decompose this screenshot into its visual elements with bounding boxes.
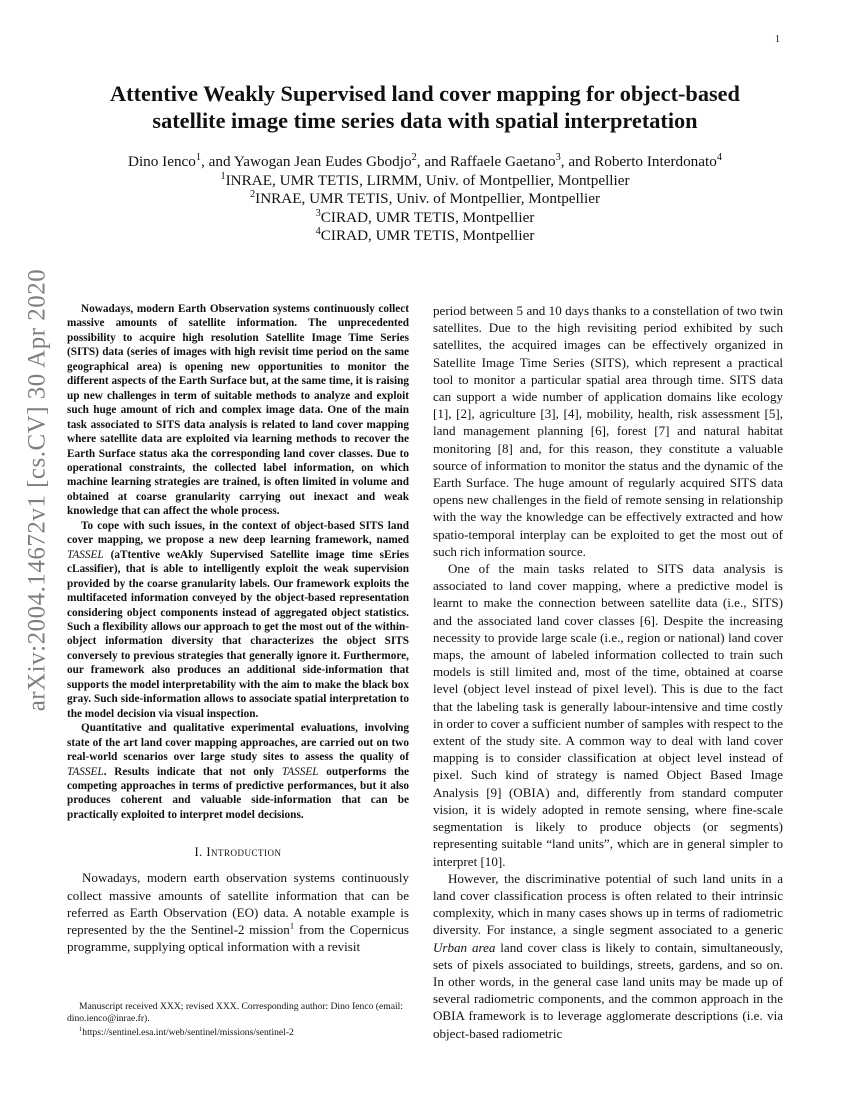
intro-paragraph-4 [433, 870, 783, 1042]
intro-paragraph-2: period between 5 and 10 days thanks to a constellation of two twin satellites. Due to the high revisiting period exhibited by such satellites, the acquired images can be effectively organized in Satellite Image Time Series (SITS), which represent a practical tool to monitor a particular spatial area through time. SITS data can support a wide number of application domains like ecology [1], [2], agriculture [3], [4], mobility, health, risk assessment [5], land management planning [6], forest [7] and natural habitat monitoring [8] and, for this reason, they constitute a valuable source of information to monitor the status and the dynamic of the Earth Surface. The huge amount of regularly acquired SITS data opens new challenges in the field of remote sensing in relationship with the way the knowledge can be effectively extracted and how spatio-temporal interplay can be exploited to get the most out of such rich information source. [433, 303, 783, 559]
intro-p4-text-a: However, the discriminative potential of such land units in a land cover classification process is often related to their intrinsic complexity, which in many cases shows up in terms of radiometric diversity. For instance, a single segment associated to a generic [433, 870, 783, 938]
title-line-2: satellite image time series data with spatial interpretation [152, 108, 698, 133]
abstract [67, 302, 409, 822]
introduction-text-left [67, 869, 409, 955]
abstract-p2-text-a: To cope with such issues, in the context of object-based SITS land cover mapping, we propose a new deep learning framework, named [67, 519, 409, 547]
abstract-p3-text-b: . Results indicate that not only [103, 765, 282, 778]
author-1: Dino Ienco [127, 153, 196, 170]
affiliation-2-text: INRAE, UMR TETIS, Univ. of Montpellier, Montpellier [255, 190, 601, 208]
abstract-p2-text-b: (aTtentive weAkly Supervised Satellite image time sEries cLassifier), that is able to intelligently exploit the weak supervision provided by the coarse granularity labels. Our framework exploits the multifaceted information conveyed by the object-based representation considering object components instead of aggregated object statistics. Such a flexibility allows our approach to get the most out of the within-object information diversity that characterizes the object SITS conversely to previous strategies that generally ignore it. Furthermore, our framework also produces an additional side-information that supports the model interpretability with the aim to make the black box gray. Such side-information allows to associate spatial interpretation to the model decision via visual inspection. [67, 548, 409, 720]
intro-paragraph-1 [67, 869, 409, 955]
footnote-marker-1: 1 [289, 920, 295, 931]
footnote-1-url: https://sentinel.esa.int/web/sentinel/missions/sentinel-2 [82, 1027, 294, 1038]
affiliation-3-text: CIRAD, UMR TETIS, Montpellier [320, 208, 535, 226]
urban-area-term: Urban area [433, 939, 496, 955]
author-3: , and Raffaele Gaetano [416, 153, 556, 170]
arxiv-identifier [22, 268, 52, 712]
footnote-1-mark: 1 [79, 1025, 83, 1033]
author-2-mark: 2 [411, 151, 417, 163]
abstract-p3-text-a: Quantitative and qualitative experimental evaluations, involving state of the art land cover mapping approaches, are carried out on two real-world scenarios over large study sites to assess the quality of [67, 722, 409, 764]
affiliation-3 [60, 209, 790, 228]
abstract-p3-text-c: outperforms the competing approaches in terms of predictive performances, but it also produces coherent and valuable side-information that can be practically exploited to interpret model decisions. [67, 765, 409, 821]
method-name: TASSEL [281, 765, 319, 778]
abstract-paragraph-3 [67, 721, 409, 822]
abstract-paragraph-1: Nowadays, modern Earth Observation systems continuously collect massive amounts of satellite information. The unprecedented possibility to acquire high resolution Satellite Image Time Series (SITS) data (series of images with high revisit time period on the same geographical area) is opening new opportunities to monitor the different aspects of the Earth Surface but, at the same time, it is raising up new challenges in term of suitable methods to analyze and exploit such huge amount of rich and complex image data. One of the main task associated to SITS data analysis is related to land cover mapping where satellite data are exploited via learning methods to recover the Earth Surface status aka the corresponding land cover classes. Due to operational constraints, the collected label information, on which machine learning strategies are trained, is often limited in volume and obtained at coarse granularity carrying out inexact and weak knowledge that can affect the whole process. [67, 303, 409, 518]
right-column [433, 302, 783, 1042]
author-4: , and Roberto Interdonato [560, 153, 717, 170]
affiliation-4 [60, 227, 790, 246]
method-name: TASSEL [67, 765, 104, 778]
footnotes [67, 1001, 409, 1039]
affiliation-4-mark: 4 [315, 226, 321, 238]
intro-paragraph-3: One of the main tasks related to SITS data analysis is associated to land cover mapping, where a predictive model is learnt to make the connection between satellite data (i.e., SITS) and the associated land cover classes [6]. Despite the increasing necessity to provide large scale (i.e., region or national) land cover maps, the amount of labeled information collected to train such models is still limited and, most of the time, obtained at coarse level (object level instead of pixel level). This is due to the fact that the labeling task is generally labour-intensive and time costly in order to cover a sufficient number of samples with respect to the extent of the study site. A common way to deal with land cover mapping is to consider classification at object level instead of pixel. Such kind of strategy is named Object Based Image Analysis [9] (OBIA) and, differently from standard computer vision, it is widely adopted in remote sensing, where fine-scale segmentation is likely to produce objects (or segments) representing suitable “land units”, which are in general simpler to interpret [10]. [433, 561, 783, 869]
author-1-mark: 1 [195, 151, 202, 163]
abstract-paragraph-2 [67, 519, 409, 721]
section-heading-introduction [67, 845, 409, 860]
left-column [67, 302, 409, 955]
author-2: , and Yawogan Jean Eudes Gbodjo [201, 153, 412, 170]
intro-p1-text-b: from the Copernicus programme, supplying optical information with a revisit [67, 921, 409, 955]
section-title: Introduction [206, 845, 282, 860]
author-4-mark: 4 [716, 151, 723, 163]
method-name: TASSEL [67, 548, 104, 561]
affiliation-1 [60, 172, 790, 191]
author-3-mark: 3 [555, 151, 561, 163]
affiliation-2-mark: 2 [249, 189, 256, 201]
affiliation-1-text: INRAE, UMR TETIS, LIRMM, Univ. of Montpellier, Montpellier [225, 171, 630, 189]
affiliation-1-mark: 1 [220, 170, 226, 182]
author-list [60, 153, 790, 172]
page-number: 1 [775, 34, 780, 45]
affiliation-2 [60, 190, 790, 209]
arxiv-identifier-text: arXiv:2004.14672v1 [cs.CV] 30 Apr 2020 [23, 268, 51, 712]
affiliation-4-text: CIRAD, UMR TETIS, Montpellier [320, 227, 535, 245]
intro-p1-text-a: Nowadays, modern earth observation systems continuously collect massive amounts of satellite information that can be referred as Earth Observation (EO) data. A notable example is represented by the the Sentinel-2 mission [67, 870, 409, 937]
intro-p4-text-b: land cover class is likely to contain, simultaneously, sets of pixels associated to buildings, streets, gardens, and so on. In other words, in the general case land units may be made up of several radiometric components, and the common approach in the OBIA framework is to leverage agglomerate descriptions (i.e. via object-based radiometric [433, 939, 783, 1041]
footnote-1 [67, 1027, 409, 1039]
paper-title [60, 80, 790, 134]
section-number: I. [194, 845, 203, 860]
manuscript-note: Manuscript received XXX; revised XXX. Corresponding author: Dino Ienco (email: dino.ienco@inrae.fr). [67, 1001, 403, 1024]
title-line-1: Attentive Weakly Supervised land cover mapping for object-based [110, 81, 740, 106]
affiliation-3-mark: 3 [315, 207, 321, 219]
author-block [60, 153, 790, 246]
